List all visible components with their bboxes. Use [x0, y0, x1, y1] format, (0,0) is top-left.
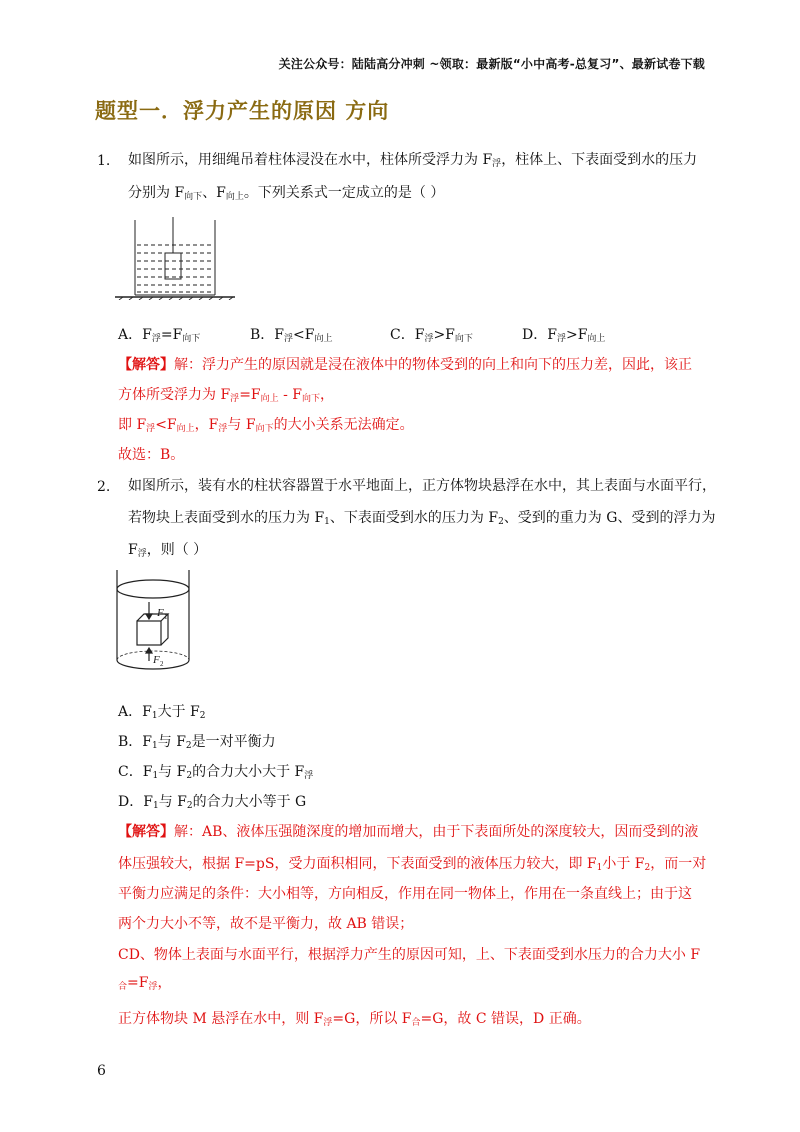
- q2-option-d[interactable]: D．$F_1$与 $F_2$的合力大小等于 G: [118, 794, 307, 811]
- question-1-stem-line-1: 如图所示，用细绳吊着柱体浸没在水中，柱体所受浮力为 $F_浮$，柱体上、下表面受到水的压力: [128, 152, 698, 169]
- q1-option-b[interactable]: B．$F_浮<F_{向上}$: [250, 327, 333, 344]
- q1-option-d[interactable]: D．$F_浮>F_{向上}$: [522, 327, 606, 344]
- question-1-stem-line-2: 分别为 $F_{向下}$、$F_{向上}$。下列关系式一定成立的是（ ）: [128, 185, 445, 202]
- q2-option-b[interactable]: B．$F_1$与 $F_2$是一对平衡力: [118, 734, 276, 751]
- q2-answer-line-2: 体压强较大，根据 F=pS，受力面积相同，下表面受到的液体压力较大，即 $F_1$小于 $F_2$，而一对: [118, 856, 707, 873]
- question-2-stem-line-2: 若物块上表面受到水的压力为 $F_1$、下表面受到水的压力为 $F_2$、受到的重力为 G、受到的浮力为: [128, 510, 716, 527]
- header-banner: 关注公众号：陆陆高分冲刺 ~领取：最新版“小中高考-总复习”、最新试卷下载: [278, 57, 705, 71]
- section-title: 题型一．浮力产生的原因 方向: [95, 99, 390, 123]
- q2-answer-line-7: 正方体物块 M 悬浮在水中，则 $F_浮=G$，所以 $F_合=G$，故 C 错误，D 正确。: [118, 1011, 591, 1028]
- container-with-submerged-cylinder: [115, 217, 235, 300]
- question-2-stem-line-3: $F_浮$，则（ ）: [128, 542, 208, 559]
- q1-option-a[interactable]: A．$F_浮=F_{向下}$: [118, 327, 201, 344]
- q2-option-c[interactable]: C．$F_1$与 $F_2$的合力大小大于 $F_浮$: [118, 764, 314, 781]
- question-2-figure: [113, 565, 193, 675]
- q2-answer-line-4: 两个力大小不等，故不是平衡力，故 AB 错误；: [118, 916, 414, 932]
- force-label-f1: F: [157, 607, 164, 619]
- q2-answer-line-3: 平衡力应满足的条件：大小相等，方向相反，作用在同一物体上，作用在一条直线上；由于这: [118, 886, 692, 902]
- q1-conclusion: 故选：B。: [118, 447, 185, 463]
- q1-answer-line-2: 方体所受浮力为 $F_浮=F_{向上} - F_{向下}$，: [118, 387, 335, 404]
- q1-answer-line-3: 即 $F_浮<F_{向上}$，$F_浮$与 $F_{向下}$的大小关系无法确定。: [118, 417, 414, 434]
- q2-answer-line-1: 【解答】解：AB、液体压强随深度的增加而增大，由于下表面所处的深度较大，因而受到的液: [118, 824, 699, 840]
- force-label-f2: F: [153, 654, 160, 666]
- question-1-number: 1.: [97, 153, 111, 169]
- question-1-figure: [115, 215, 235, 300]
- q2-option-a[interactable]: A．$F_1$大于 $F_2$: [118, 704, 206, 721]
- q2-answer-line-5: CD、物体上表面与水面平行，根据浮力产生的原因可知，上、下表面受到水压力的合力大小 F: [118, 947, 701, 963]
- q1-answer-line-1: 【解答】解：浮力产生的原因就是浸在液体中的物体受到的向上和向下的压力差，因此，该正: [118, 357, 692, 373]
- question-2-number: 2.: [97, 479, 111, 495]
- force-label-f2-subscript: 2: [160, 660, 164, 668]
- page-number: 6: [97, 1063, 106, 1079]
- q2-answer-line-6: $_合=F_浮$，: [118, 975, 172, 992]
- force-label-f1-subscript: 1: [164, 613, 168, 621]
- q1-option-c[interactable]: C．$F_浮>F_{向下}$: [390, 327, 473, 344]
- question-2-stem-line-1: 如图所示，装有水的柱状容器置于水平地面上，正方体物块悬浮在水中，其上表面与水面平行，: [128, 478, 716, 494]
